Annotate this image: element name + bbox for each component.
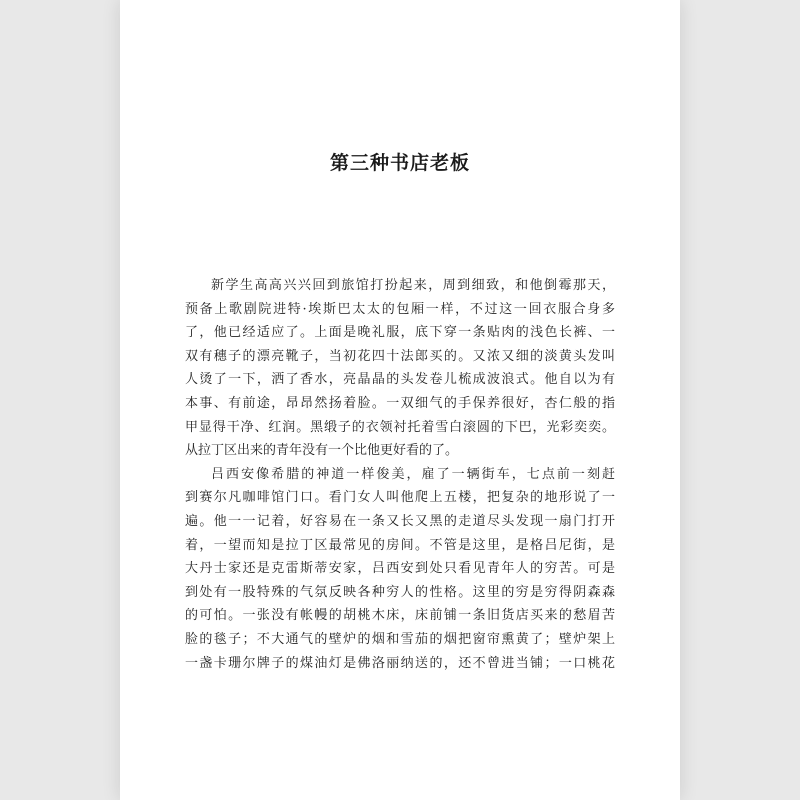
- text-line: 新学生高高兴兴回到旅馆打扮起来，周到细致，和他倒霉那天，: [211, 278, 615, 293]
- text-line: 一盏卡珊尔牌子的煤油灯是佛洛丽纳送的，还不曾进当铺；一口桃花: [185, 655, 615, 671]
- paragraph-2: [185, 463, 615, 675]
- paragraph-1: [185, 274, 615, 463]
- chapter-title: 第三种书店老板: [329, 152, 470, 174]
- text-line: 双有穗子的漂亮靴子，当初花四十法郎买的。又浓又细的淡黄头发叫: [185, 348, 615, 364]
- chapter-body: [185, 274, 615, 675]
- text-line: 脸的毯子；不大通气的壁炉的烟和雪茄的烟把窗帘熏黄了；壁炉架上: [185, 631, 615, 647]
- text-line: 人烫了一下，洒了香水，亮晶晶的头发卷儿梳成波浪式。他自以为有: [185, 372, 615, 388]
- book-page: [120, 0, 680, 800]
- text-line: 吕西安像希腊的神道一样俊美，雇了一辆街车，七点前一刻赶: [211, 466, 615, 482]
- text-line: 到赛尔凡咖啡馆门口。看门女人叫他爬上五楼，把复杂的地形说了一: [185, 490, 615, 506]
- text-line: 遍。他一一记着，好容易在一条又长又黑的走道尽头发现一扇门打开: [185, 513, 615, 529]
- text-line: 预备上歌剧院进特·埃斯巴太太的包厢一样，不过这一回衣服合身多: [185, 301, 615, 317]
- text-line: 到处有一股特殊的气氛反映各种穷人的性格。这里的穷是穷得阴森森: [185, 584, 615, 600]
- text-line: 本事、有前途，昂昂然扬着脸。一双细气的手保养很好，杏仁般的指: [185, 395, 615, 411]
- text-line: 大丹士家还是克雷斯蒂安家，吕西安到处只看见青年人的穷苦。可是: [185, 561, 615, 577]
- text-line: 着，一望而知是拉丁区最常见的房间。不管是这里，是格吕尼街，是: [185, 537, 615, 553]
- text-line: 甲显得干净、红润。黑缎子的衣领衬托着雪白滚圆的下巴，光彩奕奕。: [185, 419, 615, 435]
- text-line: 的可怕。一张没有帐幔的胡桃木床，床前铺一条旧货店买来的愁眉苦: [185, 608, 615, 624]
- text-line: 了，他已经适应了。上面是晚礼服，底下穿一条贴肉的浅色长裤、一: [185, 325, 615, 341]
- text-line: 从拉丁区出来的青年没有一个比他更好看的了。: [185, 443, 459, 459]
